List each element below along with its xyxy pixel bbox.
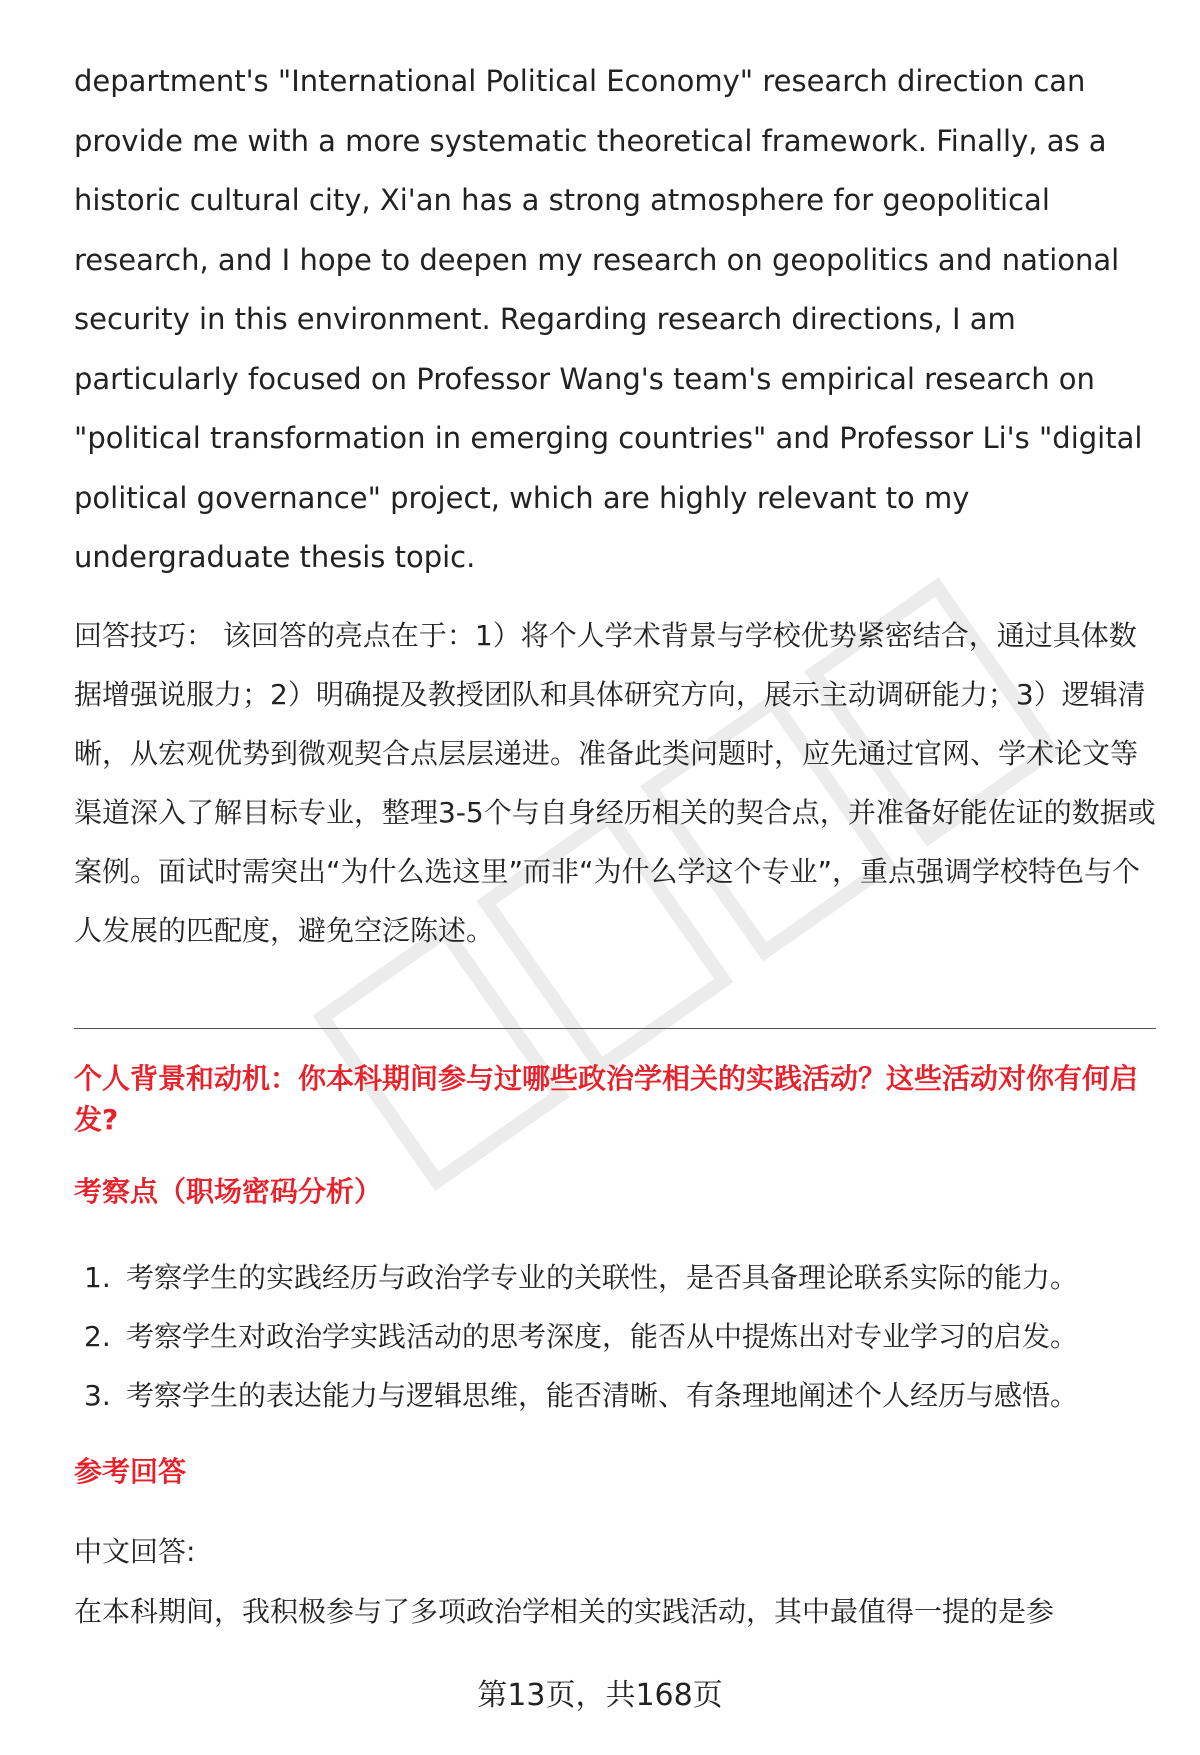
- list-item: [74, 1366, 1156, 1425]
- answer-tip-paragraph: 回答技巧： 该回答的亮点在于：1）将个人学术背景与学校优势紧密结合，通过具体数据增强说服力；2）明确提及教授团队和具体研究方向，展示主动调研能力；3）逻辑清晰，从宏观优势到微观契合点层层递进。准备此类问题时，应先通过官网、学术论文等渠道深入了解目标专业，整理3-5个与自身经历相关的契合点，并准备好能佐证的数据或案例。面试时需突出“为什么选这里”而非“为什么学这个专业”，重点强调学校特色与个人发展的匹配度，避免空泛陈述。: [74, 618, 1156, 947]
- list-text: 考察学生的表达能力与逻辑思维，能否清晰、有条理地阐述个人经历与感悟。: [126, 1379, 1079, 1412]
- list-number: 2.: [84, 1320, 111, 1353]
- page-number: 第13页，共168页: [477, 1678, 723, 1713]
- document-body: [74, 52, 1156, 960]
- question-title: 个人背景和动机：你本科期间参与过哪些政治学相关的实践活动？这些活动对你有何启发?: [74, 1062, 1139, 1136]
- list-text: 考察学生对政治学实践活动的思考深度，能否从中提炼出对专业学习的启发。: [126, 1320, 1079, 1353]
- chinese-answer-label: 中文回答:: [74, 1535, 196, 1568]
- list-item: [74, 1248, 1156, 1307]
- list-number: 3.: [84, 1379, 111, 1412]
- list-text: 考察学生的实践经历与政治学专业的关联性，是否具备理论联系实际的能力。: [126, 1261, 1079, 1294]
- chinese-answer-start: 在本科期间，我积极参与了多项政治学相关的实践活动，其中最值得一提的是参: [74, 1595, 1055, 1628]
- list-item: [74, 1307, 1156, 1366]
- section-divider: [74, 1028, 1156, 1029]
- english-answer-paragraph: department's "International Political Economy" research direction can provide me with a more systematic theoretical framework. Finally, as a historic cultural city, Xi'an has a strong atmosphere for geopolitical research, and I hope to deepen my research on geopolitics and national security in this environment. Regarding research directions, I am particularly focused on Professor Wang's team's empirical research on "political transformation in emerging countries" and Professor Li's "digital political governance" project, which are highly relevant to my undergraduate thesis topic.: [74, 64, 1143, 574]
- exam-points-heading: 考察点（职场密码分析）: [74, 1175, 383, 1208]
- list-number: 1.: [84, 1261, 111, 1294]
- reference-answer-heading: 参考回答: [74, 1455, 187, 1488]
- exam-points-list: [74, 1248, 1156, 1425]
